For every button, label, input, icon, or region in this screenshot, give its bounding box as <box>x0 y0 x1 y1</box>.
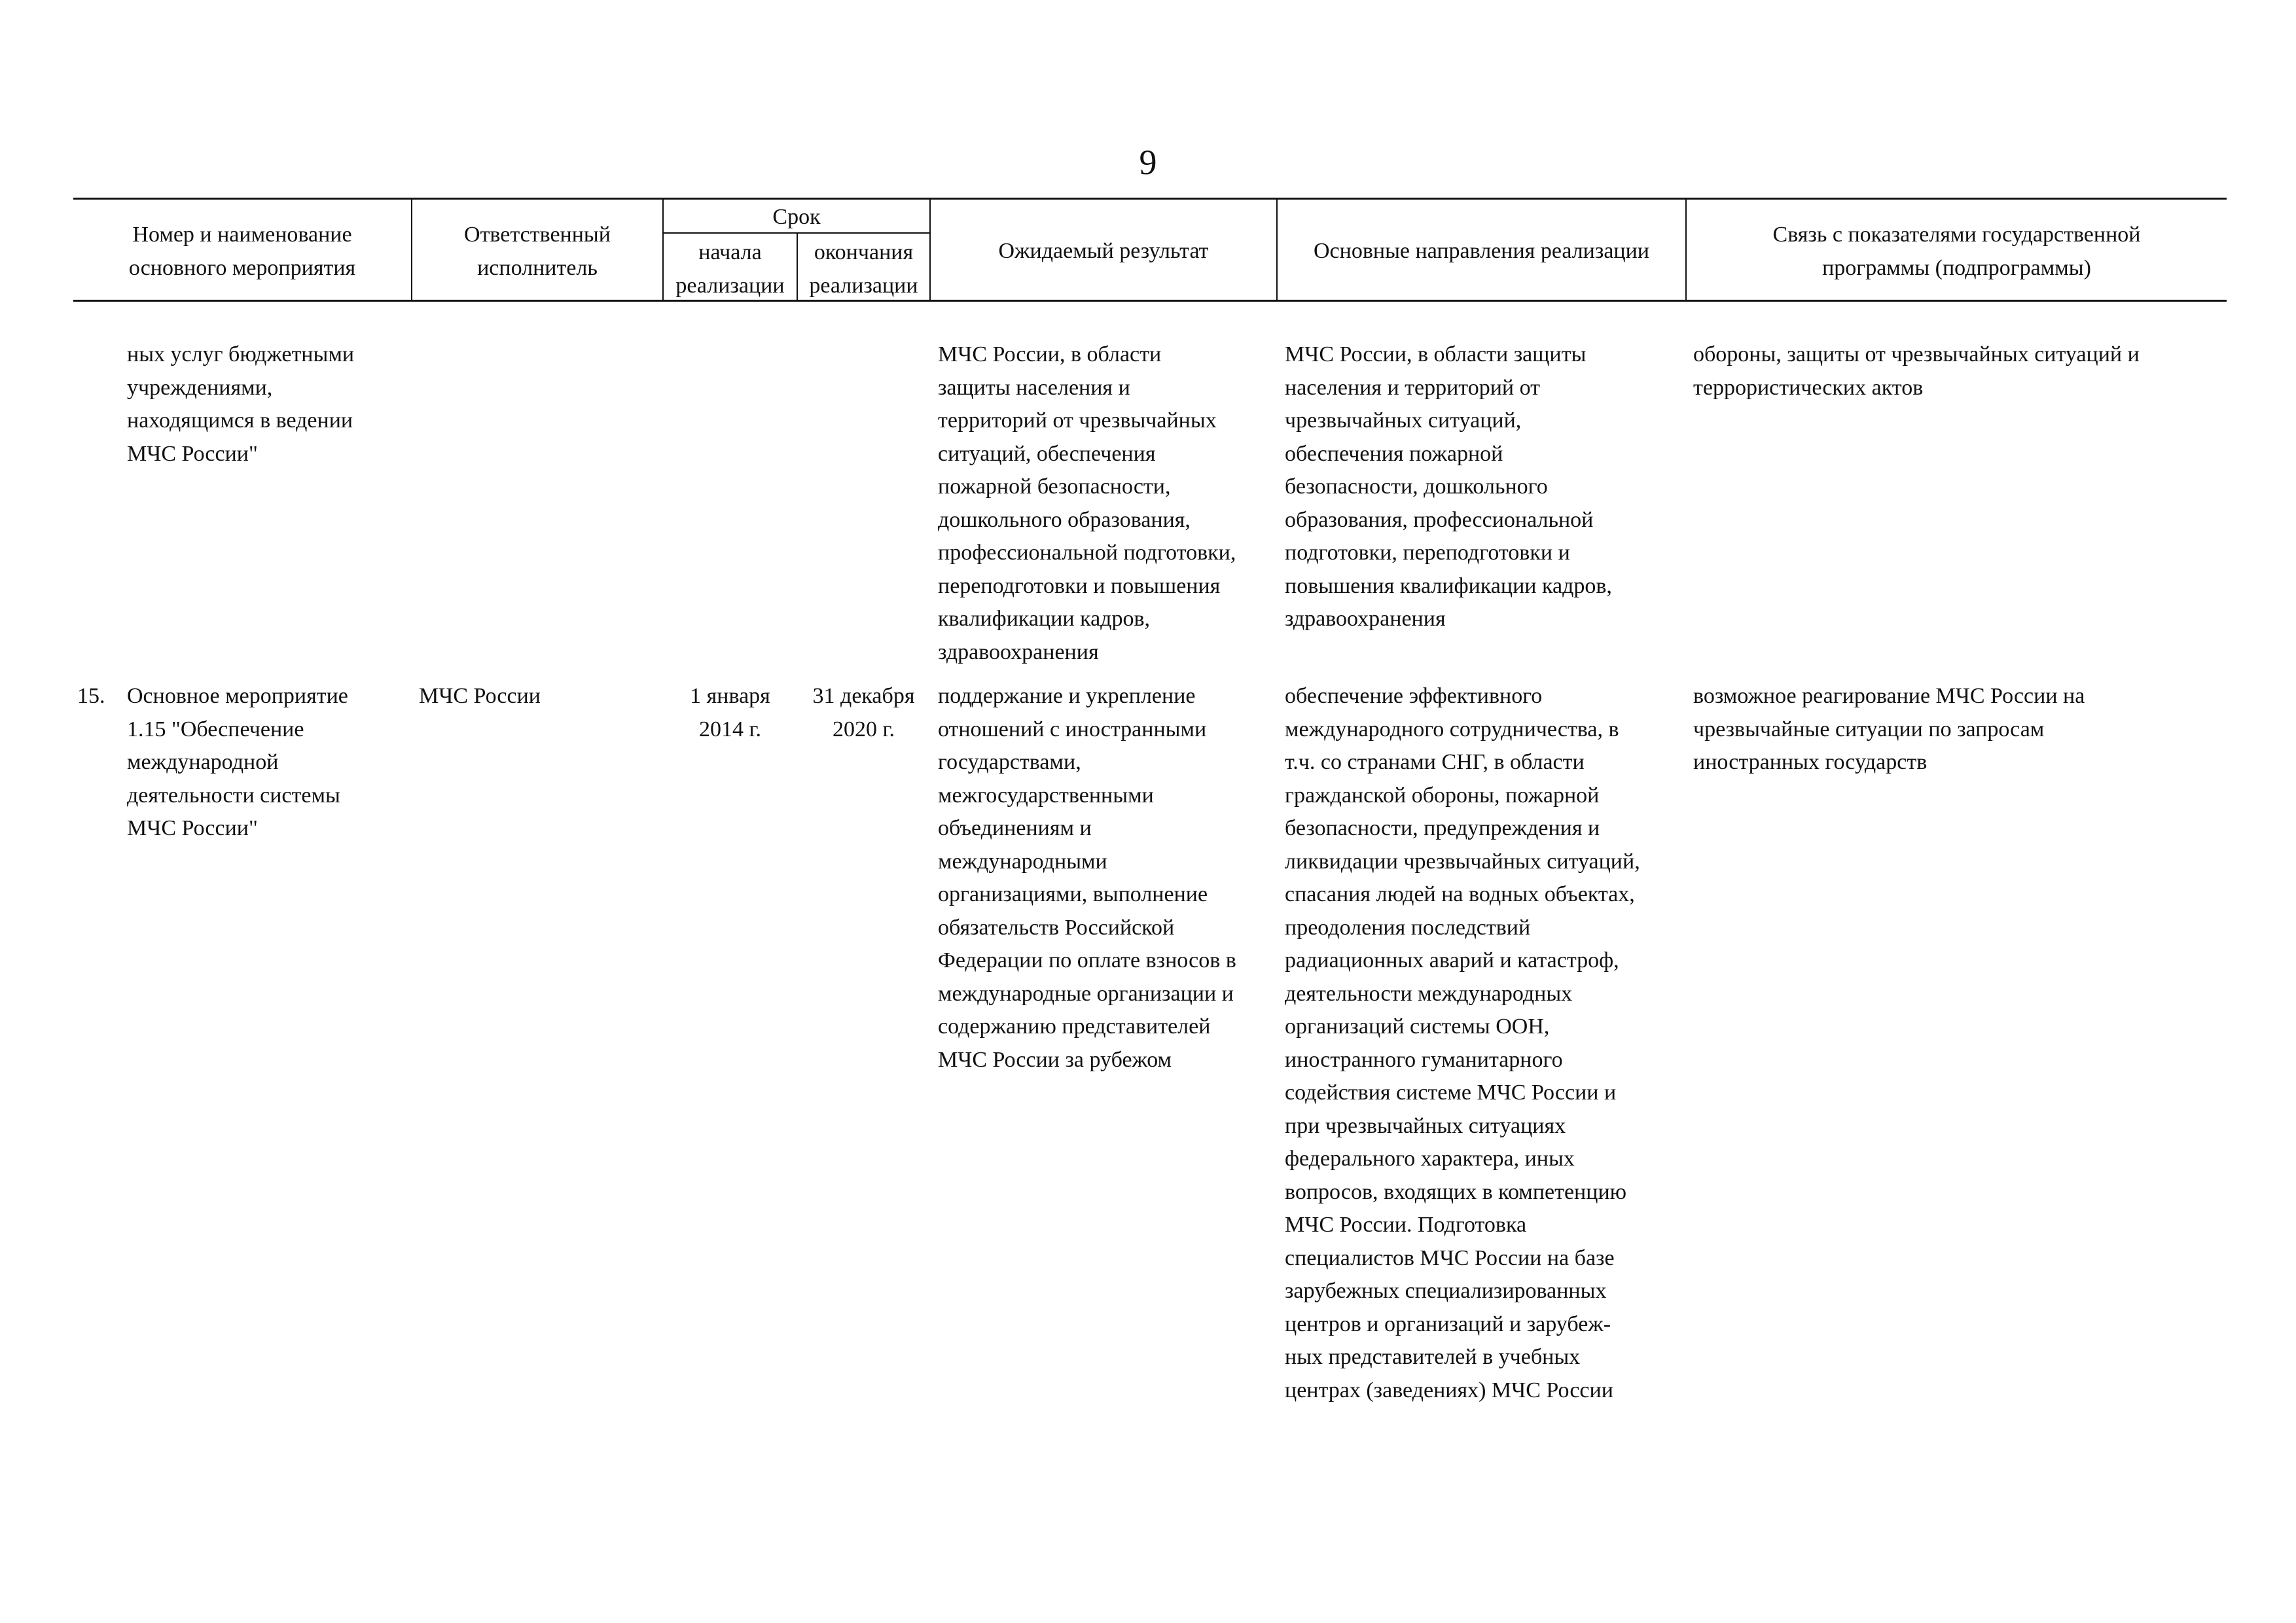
row-2-executor: МЧС России <box>419 684 541 708</box>
row-2-name: Основное мероприятие 1.15 "Обеспечение международной деятельности системы МЧС России" <box>127 684 348 840</box>
header-name: Номер и наименование основного мероприятия <box>128 223 356 280</box>
row-1-directions: МЧС России, в области защиты населения и территорий от чрезвычайных ситуаций, обеспечения пожарной безопасности, дошкольного образования, профессиональной подготовки, переподготовки и повышения квалификации кадров, здравоохранения <box>1285 342 1612 631</box>
row-1-link: обороны, защиты от чрезвычайных ситуаций и террористических актов <box>1693 342 2140 400</box>
row-2-link: возможное реагирование МЧС России на чрезвычайные ситуации по запросам иностранных государств <box>1693 684 2085 774</box>
page-number: 9 <box>1139 143 1157 182</box>
header-directions: Основные направления реализации <box>1313 239 1649 263</box>
header-result: Ожидаемый результат <box>998 239 1209 263</box>
row-2-end: 31 декабря 2020 г. <box>812 684 915 741</box>
header-term: Срок <box>772 205 821 229</box>
table-header-bottom-rule <box>73 300 2227 302</box>
row-1-name: ных услуг бюджетными учреждениями, находящимся в ведении МЧС России" <box>127 342 355 466</box>
row-2-start: 1 января 2014 г. <box>690 684 770 741</box>
header-link: Связь с показателями государственной программы (подпрограммы) <box>1772 223 2141 280</box>
row-2-result: поддержание и укрепление отношений с иностранными государствами, межгосударственными объединениям и международными организациями, выполнение обязательств Российской Федерации по оплате взносов в международные организации и содержанию представителей МЧС России за рубежом <box>938 684 1236 1072</box>
header-start: начала реализации <box>675 240 785 298</box>
row-2-directions: обеспечение эффективного международного сотрудничества, в т.ч. со странами СНГ, в области гражданской обороны, пожарной безопасности, предупреждения и ликвидации чрезвычайных ситуаций, спасания людей на водных объектах, преодоления последствий радиационных аварий и катастроф, деятельности международных организаций системы ООН, иностранного гуманитарного содействия системе МЧС России и при чрезвычайных ситуациях федерального характера, иных вопросов, входящих в компетенцию МЧС России. Подготовка специалистов МЧС России на базе зарубежных специализированных центров и организаций и зарубеж- ных представителей в учебных центрах (заведениях) МЧС России <box>1285 684 1640 1402</box>
header-end: окончания реализации <box>809 240 918 298</box>
table-top-rule <box>73 198 2227 200</box>
row-1-result: МЧС России, в области защиты населения и территорий от чрезвычайных ситуаций, обеспечения пожарной безопасности, дошкольного образования, профессиональной подготовки, переподготовки и повышения квалификации кадров, здравоохранения <box>938 342 1236 664</box>
header-executor: Ответственный исполнитель <box>464 223 611 280</box>
row-2-number: 15. <box>77 684 105 708</box>
